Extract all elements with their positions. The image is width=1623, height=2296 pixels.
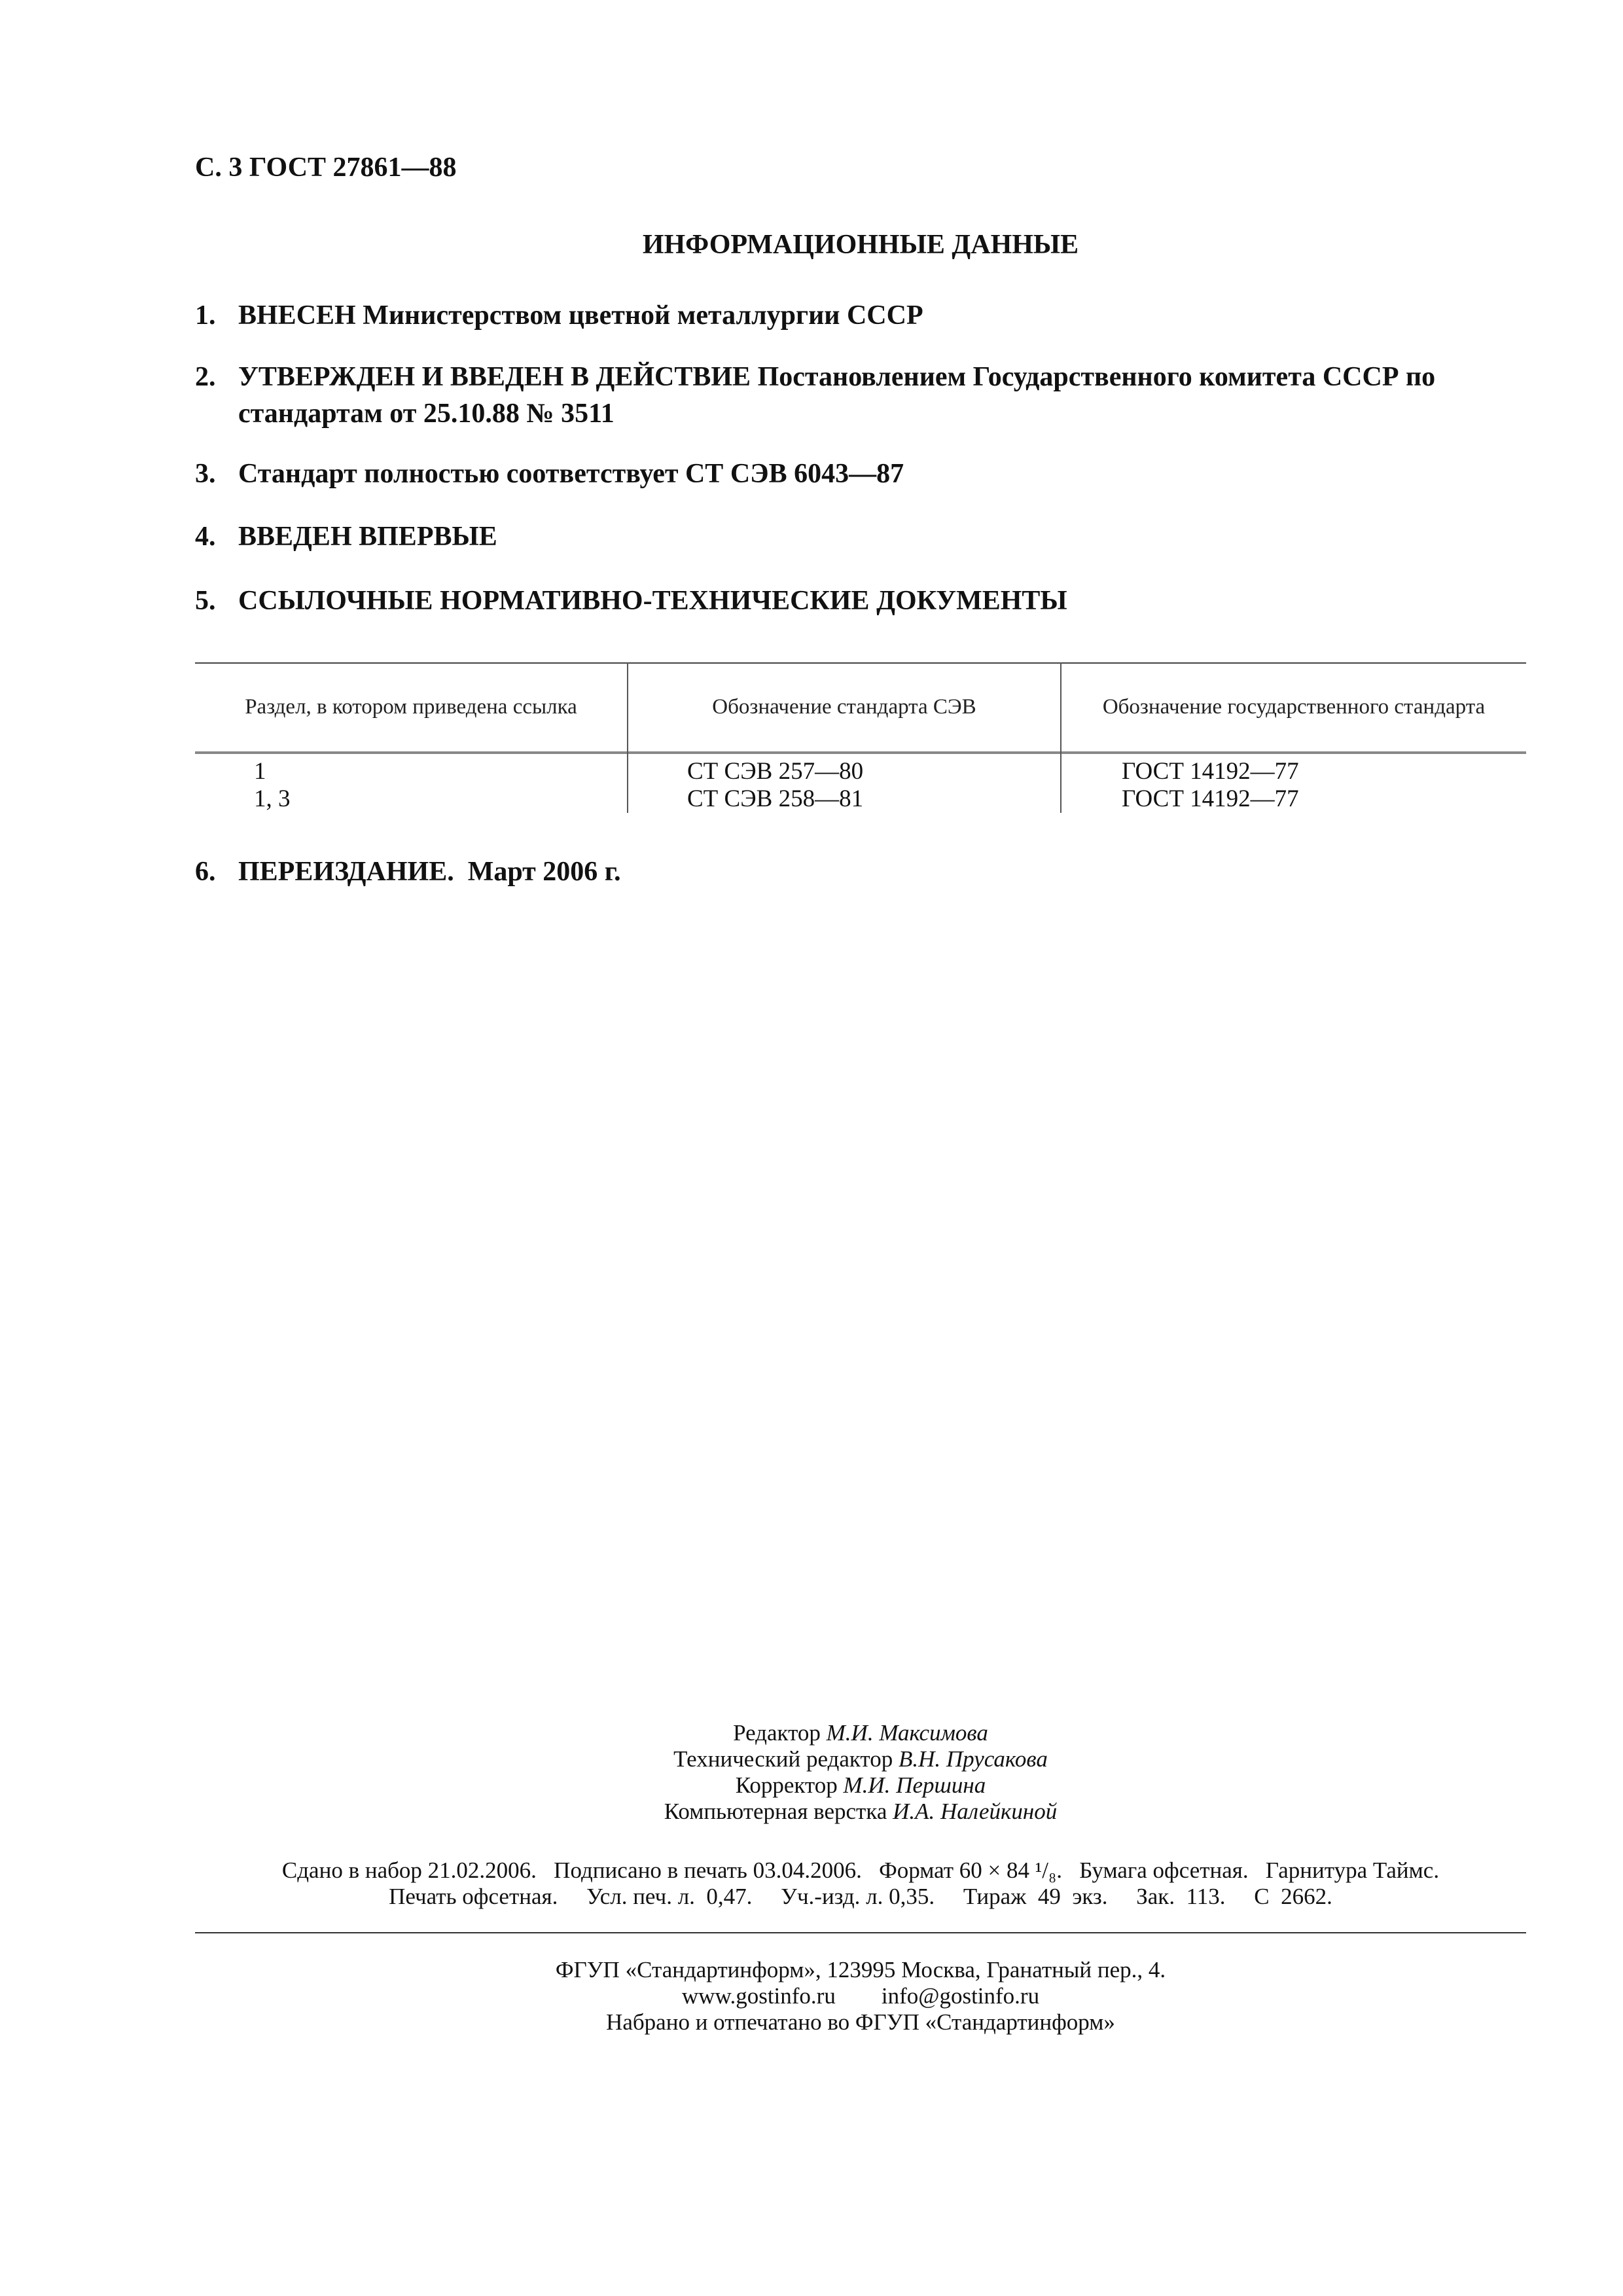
item-rest: Постановлением Государственного комитета СССР по стандартам от 25.10.88 № 3511: [238, 362, 1436, 429]
table-header-state-standard: Обозначение государственного стандарта: [1102, 695, 1486, 719]
publisher-address: ФГУП «Стандартинформ», 123995 Москва, Гранатный пер., 4.: [555, 1957, 1166, 1982]
item-number: 6.: [195, 857, 216, 887]
item-rest: Стандарт полностью соответствует СТ СЭВ 6043—87: [238, 459, 904, 489]
section-title: ИНФОРМАЦИОННЫЕ ДАННЫЕ: [642, 230, 1079, 260]
info-item-6: [195, 853, 1524, 890]
table-cell: СТ СЭВ 258—81: [687, 785, 864, 812]
item-lead: УТВЕРЖДЕН И ВВЕДЕН В ДЕЙСТВИЕ: [238, 362, 751, 392]
credit-layout: Компьютерная верстка И.А. Налейкиной: [664, 1799, 1058, 1824]
table-cell: 1, 3: [254, 785, 291, 812]
info-item-3: [195, 456, 1524, 492]
credits-block: [0, 1720, 1623, 1825]
table-cell: СТ СЭВ 257—80: [687, 758, 864, 785]
publisher-contacts: [98, 1983, 1623, 2009]
item-lead: ПЕРЕИЗДАНИЕ.: [238, 857, 454, 887]
publisher-email: info@gostinfo.ru: [881, 1983, 1040, 2009]
print-info-line: Сдано в набор 21.02.2006. Подписано в печать 03.04.2006. Формат 60 × 84 ¹/₈. Бумага офсетная. Гарнитура Таймс.: [281, 1857, 1440, 1883]
colophon-divider: [195, 1932, 1526, 1933]
table-cell: ГОСТ 14192—77: [1122, 758, 1299, 785]
item-number: 2.: [195, 362, 216, 392]
item-number: 5.: [195, 586, 216, 616]
reference-table: [195, 662, 1526, 813]
item-lead: ВВЕДЕН ВПЕРВЫЕ: [238, 522, 497, 552]
item-lead: ССЫЛОЧНЫЕ НОРМАТИВНО-ТЕХНИЧЕСКИЕ ДОКУМЕНТЫ: [238, 586, 1067, 616]
table-header-section: Раздел, в котором приведена ссылка: [245, 695, 577, 719]
item-rest: Март 2006 г.: [454, 857, 621, 887]
print-info-line: Печать офсетная. Усл. печ. л. 0,47. Уч.-изд. л. 0,35. Тираж 49 экз. Зак. 113. С 2662.: [389, 1884, 1332, 1909]
table-cell: ГОСТ 14192—77: [1122, 785, 1299, 812]
item-number: 1.: [195, 300, 216, 331]
print-info: [0, 1857, 1623, 1910]
info-item-4: [195, 518, 1524, 555]
item-number: 4.: [195, 522, 216, 552]
table-header-rule: [195, 751, 1526, 754]
credit-editor: Редактор М.И. Максимова: [733, 1720, 988, 1746]
page-header: С. 3 ГОСТ 27861—88: [195, 152, 457, 183]
table-cell: 1: [254, 758, 266, 785]
credit-tech-editor: Технический редактор В.Н. Прусакова: [673, 1746, 1048, 1772]
publisher-website: www.gostinfo.ru: [681, 1983, 836, 2009]
credit-proofreader: Корректор М.И. Першина: [735, 1772, 986, 1798]
publisher-block: [0, 1957, 1623, 2036]
item-number: 3.: [195, 459, 216, 489]
info-item-5: [195, 583, 1524, 619]
info-item-2: [195, 359, 1524, 432]
table-header-sev-standard: Обозначение стандарта СЭВ: [712, 695, 976, 719]
item-rest: Министерством цветной металлургии СССР: [355, 300, 923, 331]
item-lead: ВНЕСЕН: [238, 300, 356, 331]
info-item-1: [195, 297, 1524, 334]
publisher-printed-by: Набрано и отпечатано во ФГУП «Стандартинформ»: [606, 2009, 1115, 2035]
